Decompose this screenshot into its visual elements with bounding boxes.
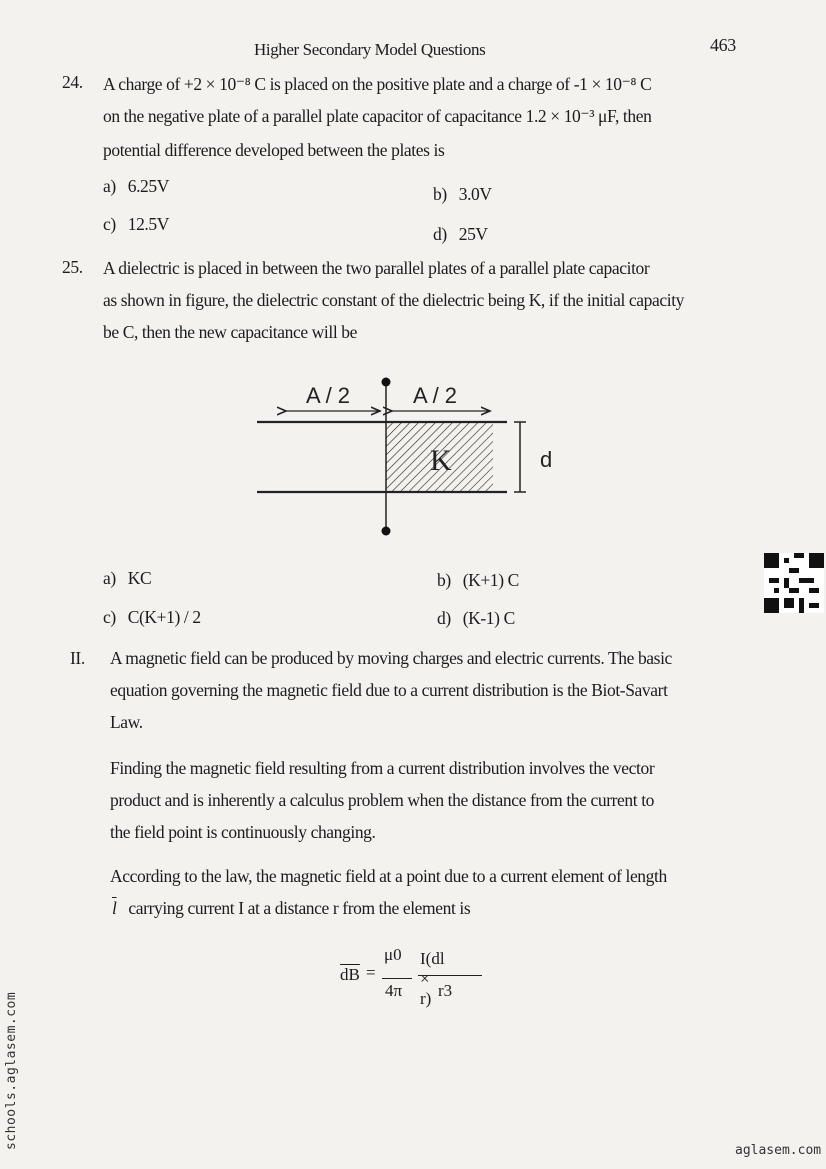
dielectric-label: K [430, 444, 452, 477]
running-header: Higher Secondary Model Questions [254, 40, 486, 59]
watermark-right: aglasem.com [735, 1143, 822, 1158]
q25-line-1: A dielectric is placed in between the two parallel plates of a parallel plate capacitor [103, 258, 650, 278]
q24-option-d: d) 25V [433, 224, 488, 244]
section-number: II. [70, 648, 85, 668]
q24-line-3: potential difference developed between the plates is [103, 140, 445, 160]
right-area-label: A / 2 [413, 383, 458, 408]
para1-line-2: equation governing the magnetic field due to a current distribution is the Biot-Savart [110, 680, 668, 700]
q24-line-1: A charge of +2 × 10⁻⁸ C is placed on the positive plate and a charge of -1 × 10⁻⁸ C [103, 74, 652, 94]
q24-line-2: on the negative plate of a parallel plate capacitor of capacitance 1.2 × 10⁻³ μF, then [103, 106, 652, 126]
bottom-terminal [382, 527, 391, 536]
q25-option-d: d) (K-1) C [437, 608, 515, 628]
para2-line-1: Finding the magnetic field resulting from a current distribution involves the vector [110, 758, 655, 778]
watermark-left: schools.aglasem.com [4, 991, 19, 1150]
para1-line-3: Law. [110, 712, 143, 732]
page-number: 463 [710, 35, 736, 55]
para3-line-2: $\overline{l}$ carrying current I at a distance r from the element is [112, 898, 471, 918]
gap-label: d [540, 447, 553, 472]
para2-line-2: product and is inherently a calculus problem when the distance from the current to [110, 790, 655, 810]
question-number-24: 24. [62, 72, 83, 92]
para1-line-1: A magnetic field can be produced by moving charges and electric currents. The basic [110, 648, 672, 668]
para3-line-1: According to the law, the magnetic field at a point due to a current element of length [110, 866, 667, 886]
q25-option-c: c) C(K+1) / 2 [103, 607, 201, 627]
qr-code [764, 553, 824, 613]
q25-option-a: a) KC [103, 568, 152, 588]
q25-line-3: be C, then the new capacitance will be [103, 322, 357, 342]
left-area-label: A / 2 [306, 383, 351, 408]
para2-line-3: the field point is continuously changing. [110, 822, 376, 842]
q25-option-b: b) (K+1) C [437, 570, 519, 590]
q25-line-2: as shown in figure, the dielectric constant of the dielectric being K, if the initial capacity [103, 290, 685, 310]
capacitor-figure [250, 370, 580, 540]
q24-option-c: c) 12.5V [103, 214, 169, 234]
question-number-25: 25. [62, 257, 83, 277]
top-terminal [382, 378, 391, 387]
q24-option-b: b) 3.0V [433, 184, 492, 204]
q24-option-a: a) 6.25V [103, 176, 169, 196]
